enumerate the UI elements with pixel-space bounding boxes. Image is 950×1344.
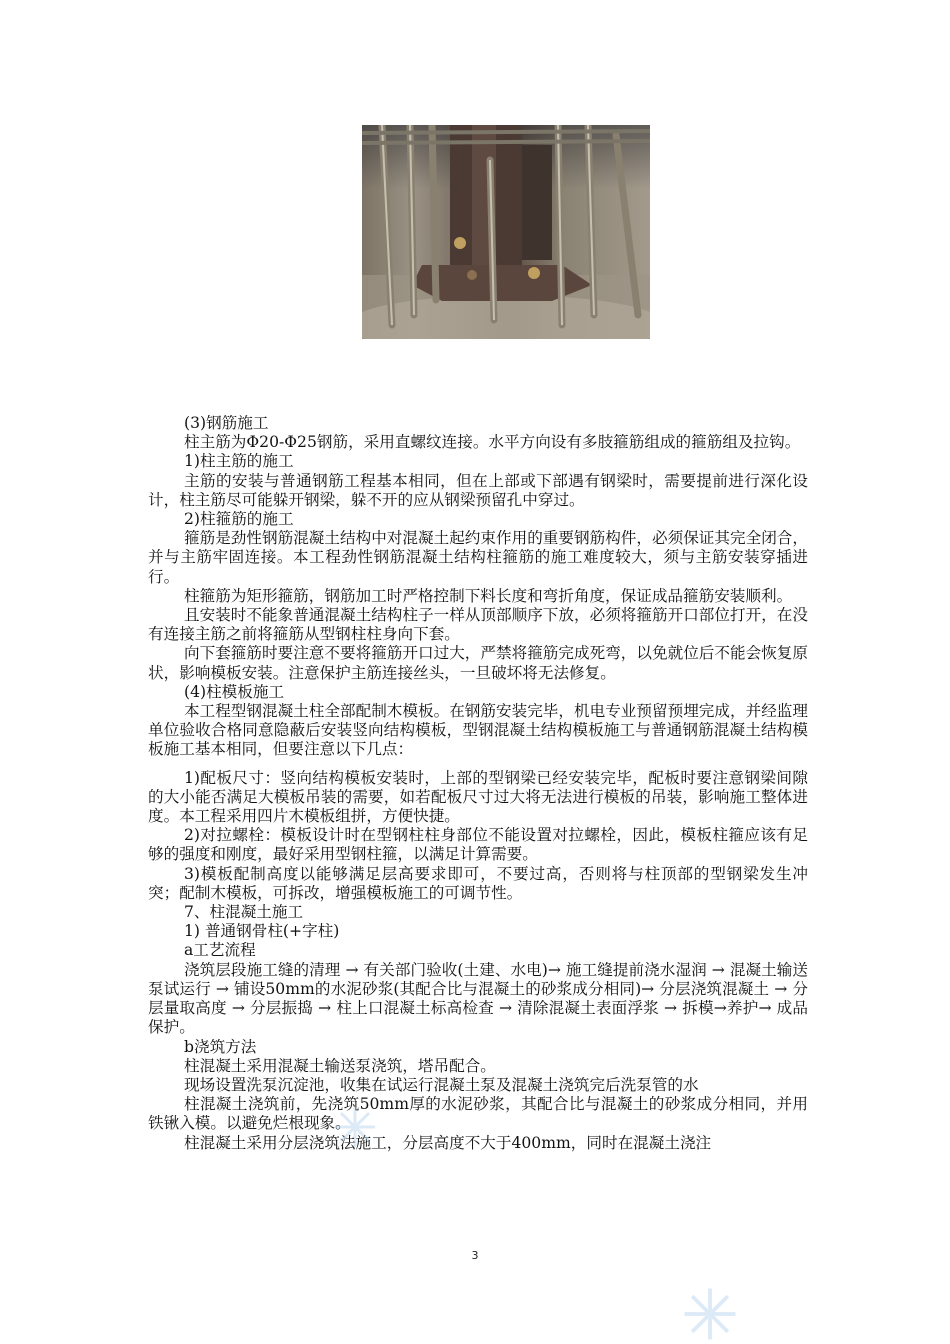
paragraph: 且安装时不能象普通混凝土结构柱子一样从顶部顺序下放，必须将箍筋开口部位打开，在没有连接主筋之前将箍筋从型钢柱柱身向下套。 <box>148 606 808 644</box>
watermark-snowflake-icon <box>333 1105 377 1149</box>
paragraph: 2)对拉螺栓：模板设计时在型钢柱柱身部位不能设置对拉螺栓，因此，模板柱箍应该有足够的强度和刚度，最好采用型钢柱箍，以满足计算需要。 <box>148 826 808 864</box>
paragraph: 7、柱混凝土施工 <box>184 903 304 922</box>
paragraph: 柱混凝土采用分层浇筑法施工，分层高度不大于400mm，同时在混凝土浇注 <box>184 1133 712 1152</box>
paragraph: 1) 普通钢骨柱(+字柱) <box>184 922 340 941</box>
paragraph: b浇筑方法 <box>184 1037 257 1056</box>
paragraph: 柱箍筋为矩形箍筋，钢筋加工时严格控制下料长度和弯折角度，保证成品箍筋安装顺利。 <box>184 586 793 605</box>
page-number: 3 <box>471 1249 479 1262</box>
paragraph: 3)模板配制高度以能够满足层高要求即可，不要过高，否则将与柱顶部的型钢梁发生冲突；配制木模板，可拆改，增强模板施工的可调节性。 <box>148 864 808 902</box>
paragraph: 本工程型钢混凝土柱全部配制木模板。在钢筋安装完毕，机电专业预留预埋完成，并经监理单位验收合格同意隐蔽后安装竖向结构模板，型钢混凝土结构模板施工与普通钢筋混凝土结构模板施工基本相同，但要注意以下几点： <box>148 702 808 759</box>
paragraph: 柱混凝土浇筑前，先浇筑50mm厚的水泥砂浆，其配合比与混凝土的砂浆成分相同，并用铁锹入模。以避免烂根现象。 <box>148 1095 808 1133</box>
paragraph: (3)钢筋施工 <box>184 414 269 432</box>
paragraph: 箍筋是劲性钢筋混凝土结构中对混凝土起约束作用的重要钢筋构件，必须保证其完全闭合，并与主筋牢固连接。本工程劲性钢筋混凝土结构柱箍筋的施工难度较大，须与主筋安装穿插进行。 <box>148 529 808 586</box>
paragraph: 1)柱主筋的施工 <box>184 452 294 471</box>
paragraph: a工艺流程 <box>184 941 256 960</box>
paragraph: 2)柱箍筋的施工 <box>184 510 294 529</box>
paragraph: 1)配板尺寸：竖向结构模板安装时，上部的型钢梁已经安装完毕，配板时要注意钢梁间隙的大小能否满足大模板吊装的需要，如若配板尺寸过大将无法进行模板的吊装，影响施工整体进度。本工程采用四片木模板组拼，方便快捷。 <box>148 768 808 826</box>
paragraph: 柱主筋为Φ20-Φ25钢筋，采用直螺纹连接。水平方向设有多肢箍筋组成的箍筋组及拉钩。 <box>184 433 801 452</box>
rebar-column-illustration <box>362 125 650 339</box>
construction-photo <box>362 125 650 339</box>
document-body <box>148 414 808 1153</box>
watermark-snowflake-icon <box>682 1286 738 1342</box>
paragraph: (4)柱模板施工 <box>184 682 285 701</box>
paragraph: 向下套箍筋时要注意不要将箍筋开口过大，严禁将箍筋完成死弯，以免就位后不能会恢复原状，影响模板安装。注意保护主筋连接丝头，一旦破坏将无法修复。 <box>148 644 808 682</box>
paragraph: 主筋的安装与普通钢筋工程基本相同，但在上部或下部遇有钢梁时，需要提前进行深化设计，柱主筋尽可能躲开钢梁，躲不开的应从钢梁预留孔中穿过。 <box>148 471 808 509</box>
paragraph: 柱混凝土采用混凝土输送泵浇筑，塔吊配合。 <box>184 1056 496 1075</box>
paragraph: 浇筑层段施工缝的清理 → 有关部门验收(土建、水电)→ 施工缝提前浇水湿润 → 混凝土输送泵试运行 → 铺设50mm的水泥砂浆(其配合比与混凝土的砂浆成分相同)→ 分层浇筑混凝土 → 分层量取高度 → 分层振捣 → 柱上口混凝土标高检查 → 清除混凝土表面浮浆 → 拆模→养护→ 成品保护。 <box>148 960 808 1037</box>
paragraph: 现场设置洗泵沉淀池，收集在试运行混凝土泵及混凝土浇筑完后洗泵管的水 <box>184 1075 699 1094</box>
